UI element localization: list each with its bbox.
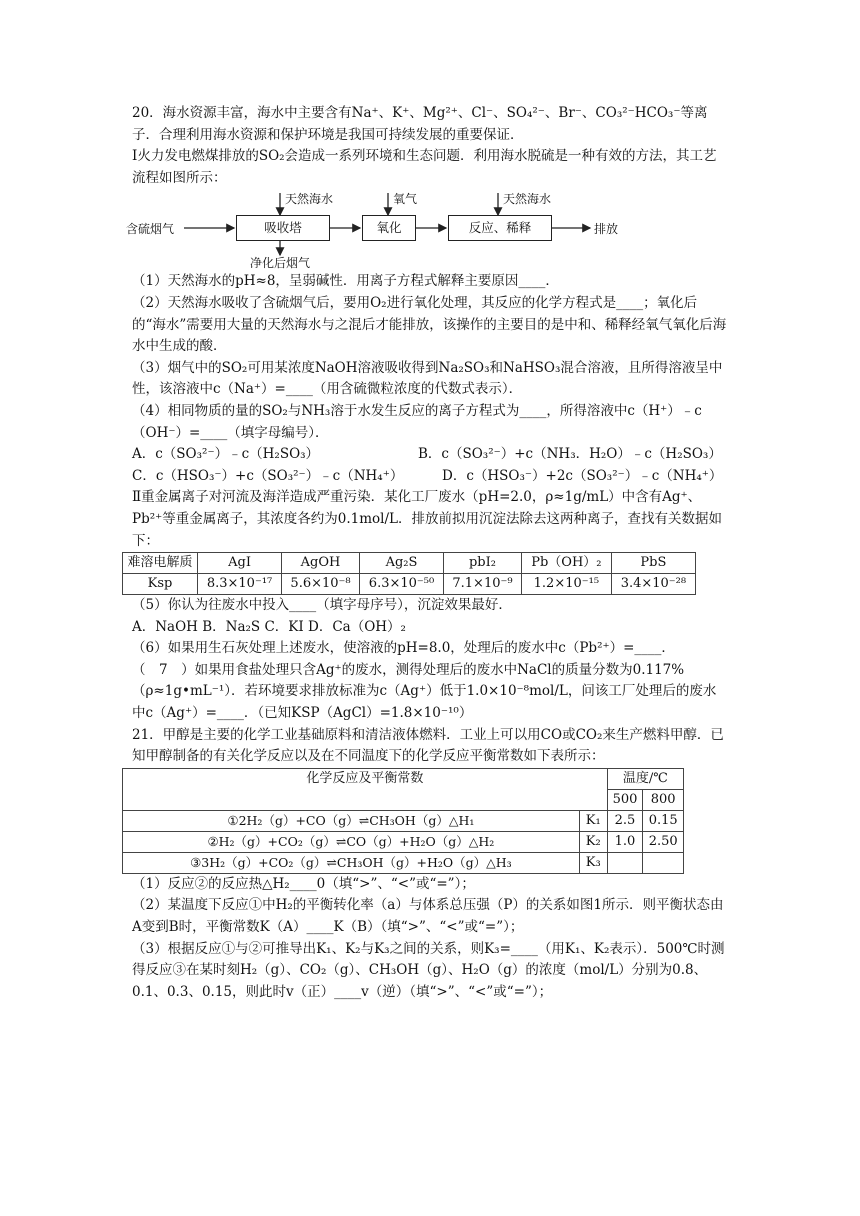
q20-question-1: （1）天然海水的pH≈8，呈弱碱性．用离子方程式解释主要原因____．: [132, 273, 559, 290]
flow-output-label: 排放: [594, 222, 619, 237]
flow-seawater-label-2: 天然海水: [503, 192, 552, 207]
eq-table-row: [123, 852, 684, 873]
flow-input-label: 含硫烟气: [126, 222, 175, 237]
q21-question-1: （1）反应②的反应热△H₂____0（填“>”、“<”或“=”）；: [132, 875, 475, 892]
ksp-header-cell: pbI₂: [444, 553, 522, 574]
eq-value-800: 0.15: [643, 810, 684, 831]
option-d: D．c（HSO₃⁻）+2c（SO₃²⁻）﹣c（NH₄⁺）: [442, 467, 723, 484]
flow-box-oxidation: 氧化: [362, 215, 416, 241]
q20-question-5-options: A．NaOH B．Na₂S C．KI D．Ca（OH）₂: [132, 618, 406, 635]
ksp-value-cell: 1.2×10⁻¹⁵: [521, 574, 611, 595]
flow-oxygen-label: 氧气: [393, 192, 418, 207]
q20-options-cd: [132, 466, 728, 488]
ksp-table-row: [123, 574, 696, 595]
eq-reaction: ①2H₂（g）+CO（g）⇌CH₃OH（g）△H₁: [123, 810, 580, 831]
eq-constant: K₃: [579, 852, 607, 873]
eq-header-temp: 温度/℃: [607, 768, 683, 789]
option-b: B．c（SO₃²⁻）+c（NH₃．H₂O）﹣c（H₂SO₃）: [418, 446, 722, 463]
eq-header-reaction: 化学反应及平衡常数: [123, 768, 608, 810]
q20-intro: 20．海水资源丰富，海水中主要含有Na⁺、K⁺、Mg²⁺、Cl⁻、SO₄²⁻、Br⁻、CO₃²⁻HCO₃⁻等离子．合理利用海水资源和保护环境是我国可持续发展的重要保证．: [132, 105, 708, 143]
ksp-header-cell: AgOH: [282, 553, 360, 574]
flow-box-absorber: 吸收塔: [236, 215, 330, 241]
eq-reaction: ②H₂（g）+CO₂（g）⇌CO（g）+H₂O（g）△H₂: [123, 831, 580, 852]
q21-question-3: （3）根据反应①与②可推导出K₁、K₂与K₃之间的关系，则K₃=____（用K₁、K₂表示）．500℃时测得反应③在某时刻H₂（g）、CO₂（g）、CH₃OH（g）、H₂O（g）的浓度（mol/L）分别为0.8、0.1、0.3、0.15，则此时v（正）____v（逆）（填“>”、“<”或“=”）；: [132, 940, 725, 1000]
ksp-header-cell: AgI: [198, 553, 282, 574]
ksp-header-cell: Ag₂S: [359, 553, 443, 574]
document-page: [126, 103, 728, 1003]
ksp-row-label: Ksp: [123, 574, 198, 595]
eq-temp-800: 800: [643, 789, 684, 810]
eq-value-500: [607, 852, 643, 873]
ksp-table: [122, 552, 696, 595]
q21-intro: 21．甲醇是主要的化学工业基础原料和清洁液体燃料．工业上可以用CO或CO₂来生产燃料甲醇．已知甲醇制备的有关化学反应以及在不同温度下的化学反应平衡常数如下表所示：: [132, 726, 724, 765]
ksp-table-header: [123, 553, 696, 574]
q20-question-7: （ 7 ）如果用食盐处理只含Ag⁺的废水，测得处理后的废水中NaCl的质量分数为0.117%（ρ≈1g•mL⁻¹）．若环境要求排放标准为c（Ag⁺）低于1.0×10⁻⁸mol/L，问该工厂处理后的废水中c（Ag⁺）=____．（已知KSP（AgCl）=1.8×10⁻¹⁰）: [132, 661, 717, 722]
eq-value-800: [643, 852, 684, 873]
eq-constant: K₂: [579, 831, 607, 852]
ksp-value-cell: 6.3×10⁻⁵⁰: [359, 574, 443, 595]
eq-value-500: 1.0: [607, 831, 643, 852]
eq-constant: K₁: [579, 810, 607, 831]
equilibrium-table: [122, 768, 684, 874]
q20-question-3: （3）烟气中的SO₂可用某浓度NaOH溶液吸收得到Na₂SO₃和NaHSO₃混合溶液，且所得溶液呈中性，该溶液中c（Na⁺）=____（用含硫微粒浓度的代数式表示）．: [132, 359, 723, 398]
q20-part1: Ⅰ火力发电燃煤排放的SO₂会造成一系列环境和生态问题．利用海水脱硫是一种有效的方法，其工艺流程如图所示：: [132, 148, 717, 186]
q20-part2: Ⅱ重金属离子对河流及海洋造成严重污染．某化工厂废水（pH=2.0，ρ≈1g/mL）中含有Ag⁺、Pb²⁺等重金属离子，其浓度各约为0.1mol/L．排放前拟用沉淀法除去这两种离子，查找有关数据如下：: [132, 489, 722, 549]
option-c: C．c（HSO₃⁻）+c（SO₃²⁻）﹣c（NH₄⁺）: [132, 467, 404, 484]
flow-box-reaction: 反应、稀释: [448, 215, 552, 241]
eq-table-row: [123, 810, 684, 831]
ksp-value-cell: 5.6×10⁻⁸: [282, 574, 360, 595]
process-flow-diagram: [126, 191, 728, 271]
ksp-value-cell: 8.3×10⁻¹⁷: [198, 574, 282, 595]
option-a: A．c（SO₃²⁻）﹣c（H₂SO₃）: [132, 446, 320, 463]
ksp-value-cell: 3.4×10⁻²⁸: [611, 574, 695, 595]
eq-table-header: [123, 768, 684, 789]
eq-value-500: 2.5: [607, 810, 643, 831]
q20-question-5: （5）你认为往废水中投入____（填字母序号），沉淀效果最好．: [132, 597, 512, 614]
ksp-header-cell: Pb（OH）₂: [521, 553, 611, 574]
q20-question-2: （2）天然海水吸收了含硫烟气后，要用O₂进行氧化处理，其反应的化学方程式是____；氧化后的“海水”需要用大量的天然海水与之混后才能排放，该操作的主要目的是中和、稀释经氧气氧化后海水中生成的酸．: [132, 294, 727, 355]
eq-value-800: 2.50: [643, 831, 684, 852]
q20-options-ab: [132, 444, 728, 466]
flow-seawater-label-1: 天然海水: [285, 192, 334, 207]
q20-question-4: （4）相同物质的量的SO₂与NH₃溶于水发生反应的离子方程式为____，所得溶液中c（H⁺）﹣c（OH⁻）=____（填字母编号）．: [132, 402, 702, 441]
eq-temp-500: 500: [607, 789, 643, 810]
eq-reaction: ③3H₂（g）+CO₂（g）⇌CH₃OH（g）+H₂O（g）△H₃: [123, 852, 580, 873]
ksp-value-cell: 7.1×10⁻⁹: [444, 574, 522, 595]
flow-clean-gas-label: 净化后烟气: [250, 256, 311, 271]
ksp-header-cell: PbS: [611, 553, 695, 574]
eq-table-row: [123, 831, 684, 852]
ksp-header-cell: 难溶电解质: [123, 553, 198, 574]
q21-question-2: （2）某温度下反应①中H₂的平衡转化率（a）与体系总压强（P）的关系如图1所示．则平衡状态由A变到B时，平衡常数K（A）____K（B）（填“>”、“<”或“=”）；: [132, 897, 724, 936]
q20-question-6: （6）如果用生石灰处理上述废水，使溶液的pH=8.0，处理后的废水中c（Pb²⁺）=____．: [132, 640, 675, 657]
